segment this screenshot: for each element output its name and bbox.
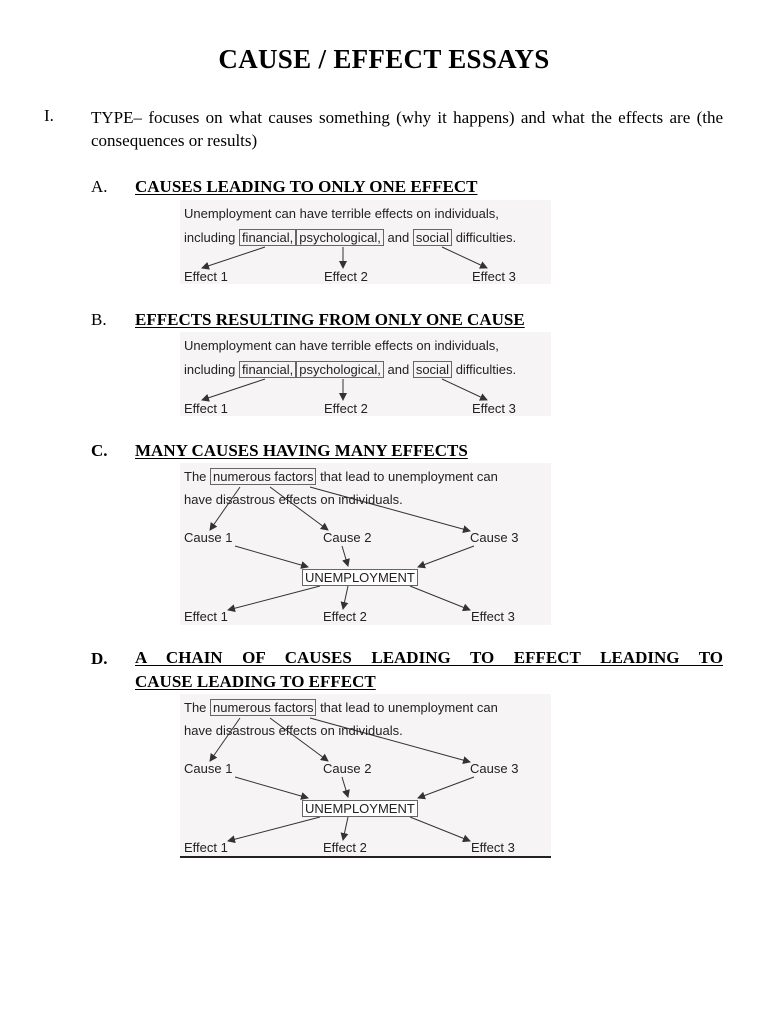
cause-label: Cause 2 [323, 530, 372, 545]
center-box: UNEMPLOYMENT [302, 800, 418, 817]
subsection-c-heading: MANY CAUSES HAVING MANY EFFECTS [135, 441, 468, 460]
text-pre: The [184, 700, 211, 715]
subsection-a-letter: A. [91, 177, 108, 196]
effect-label: Effect 1 [184, 840, 228, 855]
figure-one-cause [180, 332, 551, 416]
figure-line-2 [184, 362, 516, 377]
figure-many-causes [180, 463, 551, 625]
subsection-c-letter: C. [91, 441, 108, 460]
text-post: that lead to unemployment can [316, 469, 498, 484]
boxed-factors: numerous factors [210, 468, 316, 485]
cause-label: Cause 1 [184, 530, 233, 545]
cause-label: Cause 1 [184, 761, 233, 776]
subsection-b-heading: EFFECTS RESULTING FROM ONLY ONE CAUSE [135, 310, 525, 329]
text-prefix: including [184, 230, 239, 245]
section-numeral: I. [44, 106, 54, 125]
text-suffix: difficulties. [452, 362, 517, 377]
effect-label: Effect 3 [472, 269, 516, 284]
center-box: UNEMPLOYMENT [302, 569, 418, 586]
boxed-cause: financial, [239, 361, 296, 378]
figure-line-2: have disastrous effects on individuals. [184, 723, 403, 738]
text-pre: The [184, 469, 211, 484]
figure-line-2: have disastrous effects on individuals. [184, 492, 403, 507]
effect-label: Effect 2 [324, 401, 368, 416]
section-text: TYPE– focuses on what causes something (why it happens) and what the effects are (the consequences or results) [91, 108, 723, 150]
subsection-d-heading [135, 646, 723, 694]
boxed-cause: psychological, [296, 361, 384, 378]
heading-line: A CHAIN OF CAUSES LEADING TO EFFECT LEADING TO [135, 648, 723, 667]
boxed-cause: social [413, 361, 452, 378]
effect-label: Effect 2 [324, 269, 368, 284]
effect-label: Effect 3 [471, 609, 515, 624]
cause-label: Cause 3 [470, 530, 519, 545]
effect-label: Effect 1 [184, 401, 228, 416]
effect-label: Effect 2 [323, 840, 367, 855]
heading-line: CAUSE LEADING TO EFFECT [135, 672, 376, 691]
page-title: CAUSE / EFFECT ESSAYS [218, 44, 550, 74]
figure-line-1 [184, 469, 498, 484]
boxed-cause: psychological, [296, 229, 384, 246]
effect-label: Effect 3 [471, 840, 515, 855]
subsection-a-heading: CAUSES LEADING TO ONLY ONE EFFECT [135, 177, 478, 196]
figure-line-1: Unemployment can have terrible effects on individuals, [184, 206, 499, 221]
boxed-factors: numerous factors [210, 699, 316, 716]
subsection-d-letter: D. [91, 649, 108, 668]
effect-label: Effect 2 [323, 609, 367, 624]
figure-line-2 [184, 230, 516, 245]
boxed-cause: financial, [239, 229, 296, 246]
text-post: that lead to unemployment can [316, 700, 498, 715]
cause-label: Cause 2 [323, 761, 372, 776]
boxed-cause: social [413, 229, 452, 246]
text-mid: and [383, 230, 413, 245]
figure-chain [180, 694, 551, 858]
effect-label: Effect 1 [184, 609, 228, 624]
figure-line-1 [184, 700, 498, 715]
text-suffix: difficulties. [452, 230, 517, 245]
text-mid: and [383, 362, 413, 377]
figure-one-cause [180, 200, 551, 284]
figure-line-1: Unemployment can have terrible effects on individuals, [184, 338, 499, 353]
subsection-b-letter: B. [91, 310, 107, 329]
effect-label: Effect 3 [472, 401, 516, 416]
text-prefix: including [184, 362, 239, 377]
effect-label: Effect 1 [184, 269, 228, 284]
cause-label: Cause 3 [470, 761, 519, 776]
